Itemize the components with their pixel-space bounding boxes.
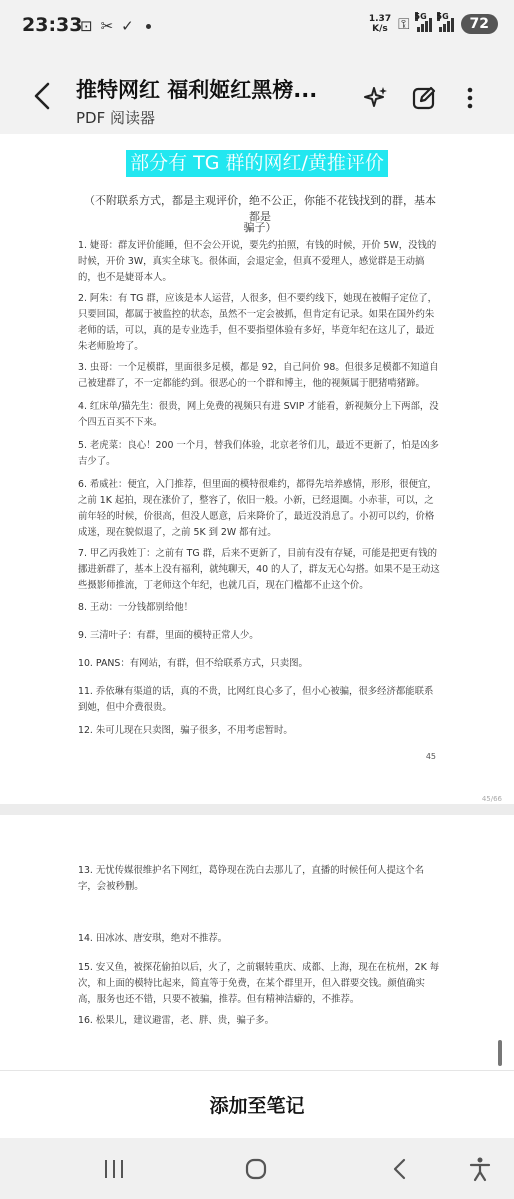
- sim1-label: 5G: [414, 12, 427, 21]
- more-options-button[interactable]: [456, 84, 484, 112]
- review-entry: 15. 安又鱼，被探花偷拍以后，火了，之前辗转重庆、成都、上海，现在在杭州，2K 每次，和上面的模特比起来，简直等于免费，在某个群里开，但入群要交钱。颜值确实高，服务也还不错，只要不被骗，推荐。但有精神洁癖的，不推荐。: [78, 962, 440, 1005]
- chevron-left-icon: [386, 1156, 414, 1182]
- review-entry: 1. 婕哥：群友评价能睡，但不会公开说，要先约拍照，有钱的时候，开价 5W，没钱的时候，开价 3W，真实全球飞。很体面，会退定金，但真不爱理人，感觉群是王动搞的，也不是婕哥本人。: [78, 240, 437, 283]
- network-speed-value: 1.37: [368, 14, 392, 24]
- recent-apps-icon: [100, 1156, 128, 1182]
- back-arrow-icon: [28, 78, 60, 114]
- recent-apps-button[interactable]: [100, 1156, 128, 1182]
- network-speed-unit: K/s: [372, 24, 388, 34]
- status-right-icons: [369, 14, 498, 34]
- status-time: 23:33: [22, 14, 83, 36]
- scissors-icon: ✂: [100, 17, 114, 35]
- add-to-notes-button[interactable]: 添加至笔记: [209, 1091, 304, 1118]
- review-entry: 16. 松果儿，建议避雷，老、胖、贵，骗子多。: [78, 1015, 275, 1026]
- review-entry: 12. 朱可儿现在只卖图，骗子很多，不用考虑暂时。: [78, 725, 293, 736]
- key-icon: ⚿: [398, 15, 410, 33]
- document-subtitle: PDF 阅读器: [76, 109, 155, 127]
- scrollbar-thumb[interactable]: [498, 1040, 502, 1066]
- review-entry: 2. 阿朱：有 TG 群，应该是本人运营，人很多，但不要约线下，她现在被帽子定位了，只要回国，都属于被监控的状态，虽然不一定会被抓，但肯定有记录。如果在国外约朱老师的话，可以，真的是专业选手，但不要指望体验有多好，毕竟年纪在这儿了，最近朱老师脸垮了。: [78, 293, 438, 352]
- signal-sim1-icon: [414, 12, 432, 32]
- home-button[interactable]: [242, 1156, 270, 1182]
- battery-icon: 72: [461, 14, 498, 34]
- add-note-bar: [0, 1070, 514, 1138]
- review-entry: 3. 虫哥：一个足模群，里面很多足模，都是 92，自己问价 98。但很多足模都不知道自己被建群了，不一定都能约到。很恶心的一个群和博主，他的视频属于肥猪啃猪蹄。: [78, 362, 439, 389]
- review-entry: 13. 无忧传媒很维护名下网红，葛铮现在洗白去那儿了，直播的时候任何人提这个名字，会被秒删。: [78, 865, 425, 892]
- back-button[interactable]: [28, 78, 60, 114]
- more-notifications-dot-icon: [146, 24, 151, 29]
- system-back-button[interactable]: [386, 1156, 414, 1182]
- signal-sim2-icon: [436, 12, 454, 32]
- status-bar: [0, 0, 514, 58]
- disclaimer-line-2: 骗子）: [243, 221, 277, 234]
- home-icon: [242, 1156, 270, 1182]
- pdf-page-number: 45: [425, 752, 436, 761]
- review-entry: 7. 甲乙丙我姓丁：之前有 TG 群，后来不更新了，目前有没有存疑，可能是把更有钱的挪进新群了，基本上没有福利，就纯聊天，40 的人了，群友无心勾搭。如果不是王动这些摄影师推流，丁老师这个年纪，也就几百，现在门槛都不止这个价。: [78, 548, 440, 591]
- review-entry: 6. 希威社：便宜，入门推荐，但里面的模特很难约，都得先培养感情，形形，很便宜，之前 1K 起拍，现在涨价了，整容了，依旧一般。小新，已经退圈。小赤菲，可以，之前年轻的时候，价很高，但没人愿意，后来降价了，最近没消息了。小初可以约，价格成迷，现在貌似退了，之前 5K 到 2W 都有过。: [78, 479, 437, 538]
- ai-sparkle-button[interactable]: [362, 84, 390, 112]
- document-title: 推特网红 福利姬红黑榜...: [76, 78, 318, 102]
- review-entry: 9. 三清叶子：有群，里面的模特正常人少。: [78, 630, 259, 641]
- accessibility-icon: [466, 1156, 494, 1182]
- app-header: [0, 58, 514, 134]
- edit-button[interactable]: [410, 84, 438, 112]
- page-counter: 45/66: [481, 795, 502, 803]
- disclaimer-line-1: （不附联系方式，都是主观评价，绝不公正，你能不花钱找到的群，基本都是: [84, 194, 436, 223]
- review-entry: 14. 田冰冰、唐安琪，绝对不推荐。: [78, 933, 228, 944]
- more-vertical-icon: [456, 84, 484, 112]
- screenshot-icon: ⊡: [80, 17, 93, 35]
- system-navigation-bar: [0, 1138, 514, 1199]
- pdf-page-45[interactable]: [0, 134, 514, 804]
- pdf-heading: 部分有 TG 群的网红/黄推评价: [126, 150, 388, 177]
- status-notification-icons: [80, 17, 151, 35]
- sim2-label: 5G: [436, 12, 449, 21]
- accessibility-button[interactable]: [466, 1156, 494, 1182]
- review-entry: 4. 红床单/猫先生：很贵，网上免费的视频只有进 SVIP 才能看，新视频分上下两部，没个四五百买不下来。: [78, 401, 439, 428]
- edit-icon: [410, 84, 438, 112]
- vpn-icon: ✓: [121, 17, 134, 35]
- review-entry: 5. 老虎菜：良心！200 一个月，替我们体验，北京老爷们儿，最近不更新了，怕是凶多吉少了。: [78, 440, 439, 467]
- network-speed: [369, 14, 391, 34]
- pdf-page-46[interactable]: [0, 815, 514, 1070]
- sparkle-icon: [362, 84, 390, 112]
- review-entry: 10. PANS：有网站，有群，但不给联系方式，只卖图。: [78, 658, 308, 669]
- review-entry: 11. 乔依琳有渠道的话，真的不贵，比网红良心多了，但小心被骗，很多经济都能联系到她，但中介费很贵。: [78, 686, 434, 713]
- review-entry: 8. 王动：一分钱都别给他！: [78, 602, 194, 613]
